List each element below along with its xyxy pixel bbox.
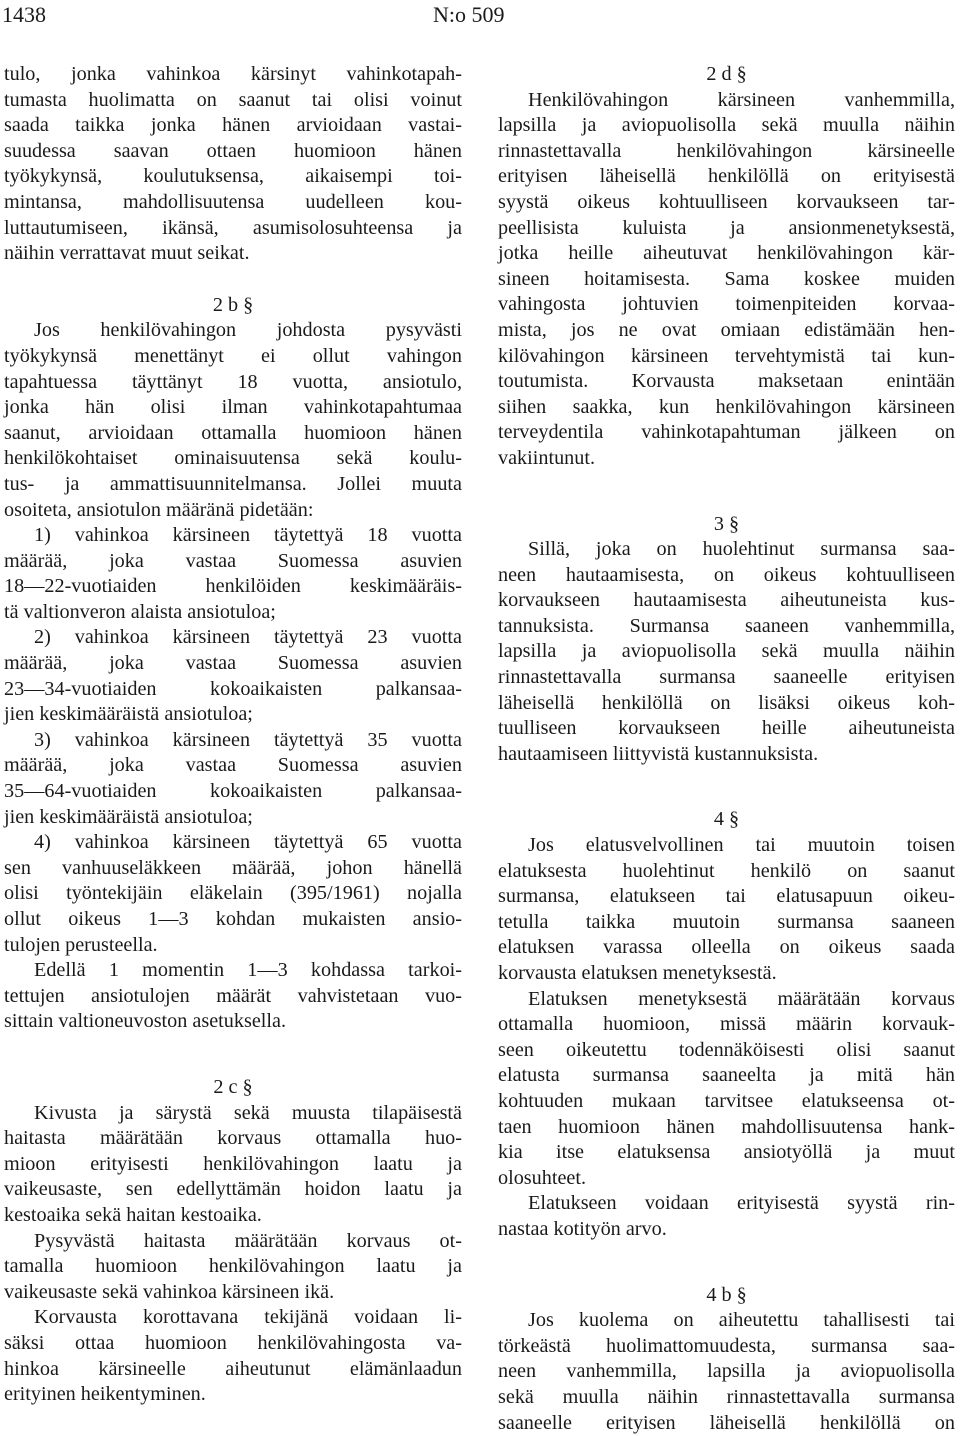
text-line: vakiintunut.: [498, 446, 955, 472]
right-column: [498, 62, 955, 1436]
text-line: lapsilla ja aviopuolisolla sekä muulla näihin: [498, 639, 955, 665]
text-line: Korvausta korottavana tekijänä voidaan li-: [4, 1305, 462, 1331]
text-line: sineen hoitamisesta. Sama koskee muiden: [498, 267, 955, 293]
text-line: tulojen perusteella.: [4, 933, 462, 959]
text-line: saanut, arvioidaan ottamalla huomioon hänen: [4, 421, 462, 447]
text-line: suudessa saavan ottaen huomioon hänen: [4, 139, 462, 165]
text-line: tä valtionveron alaista ansiotuloa;: [4, 600, 462, 626]
text-line: sittain valtioneuvoston asetuksella.: [4, 1009, 462, 1035]
text-line: taen huomioon hänen mahdollisuutensa hank-: [498, 1115, 955, 1141]
text-line: määrää, joka vastaa Suomessa asuvien: [4, 651, 462, 677]
text-line: kilövahingon kärsineen tervehtymistä tai kun-: [498, 344, 955, 370]
text-line: haitasta määrätään korvaus ottamalla huo-: [4, 1126, 462, 1152]
text-line: jotka heille aiheutuvat henkilövahingon kär-: [498, 241, 955, 267]
text-line: 18—22-vuotiaiden henkilöiden keskimääräis-: [4, 574, 462, 600]
text-line: ottamalla huomioon, missä määrin korvauk-: [498, 1012, 955, 1038]
text-line: työkykynsä, koulutuksensa, aikaisempi toi-: [4, 164, 462, 190]
text-line: toutumista. Korvausta maksetaan enintään: [498, 369, 955, 395]
text-line: surmansa, elatukseen tai elatusapuun oikeu-: [498, 884, 955, 910]
text-line: Elatukseen voidaan erityisestä syystä rin-: [498, 1191, 955, 1217]
text-line: tamalla huomioon henkilövahingon laatu ja: [4, 1254, 462, 1280]
text-line: osoiteta, ansiotulon määränä pidetään:: [4, 498, 462, 524]
text-line: tulo, jonka vahinkoa kärsinyt vahinkotapah-: [4, 62, 462, 88]
text-line: vahingosta johtuvien toimenpiteiden korvaa-: [498, 292, 955, 318]
section-heading-3: 3 §: [498, 512, 955, 538]
page-header: [0, 2, 960, 32]
text-line: korvausta elatuksen menetyksestä.: [498, 961, 955, 987]
text-line: elatusta surmansa saaneelta ja mitä hän: [498, 1063, 955, 1089]
text-line: tannuksista. Surmansa saaneen vanhemmilla,: [498, 614, 955, 640]
text-line: olisi työntekijäin eläkelain (395/1961) nojalla: [4, 881, 462, 907]
section-heading-2b: 2 b §: [4, 293, 462, 319]
section-2b-text: [4, 318, 462, 1035]
section-heading-4: 4 §: [498, 807, 955, 833]
section-heading-4b: 4 b §: [498, 1283, 955, 1309]
text-line: Pysyvästä haitasta määrätään korvaus ot-: [4, 1229, 462, 1255]
statute-number: N:o 509: [433, 2, 505, 28]
text-line: 1) vahinkoa kärsineen täytettyä 18 vuotta: [4, 523, 462, 549]
text-line: terveydentila vahinkotapahtuman jälkeen on: [498, 420, 955, 446]
text-line: Jos henkilövahingon johdosta pysyvästi: [4, 318, 462, 344]
text-line: erityinen heikentyminen.: [4, 1382, 462, 1408]
text-line: tapahtuessa täyttänyt 18 vuotta, ansiotulo,: [4, 370, 462, 396]
text-line: Elatuksen menetyksestä määrätään korvaus: [498, 987, 955, 1013]
text-line: rinnastettavalla surmansa saaneelle erityisen: [498, 665, 955, 691]
text-line: Kivusta ja särystä sekä muusta tilapäisestä: [4, 1101, 462, 1127]
text-line: työkykynsä menettänyt ei ollut vahingon: [4, 344, 462, 370]
section-4-text: [498, 833, 955, 1243]
text-line: kestoaika sekä haitan kestoaika.: [4, 1203, 462, 1229]
text-line: saaneelle erityisen läheisellä henkilöllä on: [498, 1411, 955, 1436]
text-line: 35—64-vuotiaiden kokoaikaisten palkansaa-: [4, 779, 462, 805]
text-line: säksi ottaa huomioon henkilövahingosta va-: [4, 1331, 462, 1357]
left-column: [4, 62, 462, 1408]
text-line: 3) vahinkoa kärsineen täytettyä 35 vuotta: [4, 728, 462, 754]
text-line: Edellä 1 momentin 1—3 kohdassa tarkoi-: [4, 958, 462, 984]
section-3-text: [498, 537, 955, 767]
text-line: Sillä, joka on huolehtinut surmansa saa-: [498, 537, 955, 563]
text-line: Jos elatusvelvollinen tai muutoin toisen: [498, 833, 955, 859]
text-line: mista, jos ne ovat omiaan edistämään hen-: [498, 318, 955, 344]
text-line: ollut oikeus 1—3 kohdan mukaisten ansio-: [4, 907, 462, 933]
text-line: Henkilövahingon kärsineen vanhemmilla,: [498, 88, 955, 114]
text-line: 23—34-vuotiaiden kokoaikaisten palkansaa-: [4, 677, 462, 703]
text-line: neen hautaamisesta, on oikeus kohtuulliseen: [498, 563, 955, 589]
text-line: lapsilla ja aviopuolisolla sekä muulla näihin: [498, 113, 955, 139]
text-line: elatuksen varassa olleella on oikeus saada: [498, 935, 955, 961]
text-line: tus- ja ammattisuunnitelmansa. Jollei muuta: [4, 472, 462, 498]
text-line: 2) vahinkoa kärsineen täytettyä 23 vuotta: [4, 625, 462, 651]
text-line: tettujen ansiotulojen määrät vahvistetaan vuo-: [4, 984, 462, 1010]
text-line: vaikeusaste, sen edellyttämän hoidon laatu ja: [4, 1177, 462, 1203]
text-line: vaikeusaste sekä vahinkoa kärsineen ikä.: [4, 1280, 462, 1306]
text-line: sen vanhuuseläkkeen määrää, johon hänellä: [4, 856, 462, 882]
text-line: tuulliseen korvaukseen heille aiheutuneista: [498, 716, 955, 742]
text-line: tumasta huolimatta on saanut tai olisi voinut: [4, 88, 462, 114]
text-line: läheisellä henkilöllä on lisäksi oikeus koh-: [498, 691, 955, 717]
text-line: määrää, joka vastaa Suomessa asuvien: [4, 549, 462, 575]
text-line: mintansa, mahdollisuutensa uudelleen kou-: [4, 190, 462, 216]
text-line: elatuksesta huolehtinut henkilö on saanut: [498, 859, 955, 885]
text-line: sekä muulla näihin rinnastettavalla surmansa: [498, 1385, 955, 1411]
text-line: korvaukseen hautaamisesta aiheutuneista kus-: [498, 588, 955, 614]
text-line: hinkoa kärsineelle aiheutunut elämänlaadun: [4, 1357, 462, 1383]
section-heading-2d: 2 d §: [498, 62, 955, 88]
text-line: määrää, joka vastaa Suomessa asuvien: [4, 753, 462, 779]
text-line: mioon erityisesti henkilövahingon laatu ja: [4, 1152, 462, 1178]
text-line: jonka hän olisi ilman vahinkotapahtumaa: [4, 395, 462, 421]
text-line: näihin verrattavat muut seikat.: [4, 241, 462, 267]
text-line: neen vanhemmilla, lapsilla ja aviopuolisolla: [498, 1359, 955, 1385]
text-line: luttautumiseen, ikänsä, asumisolosuhteensa ja: [4, 216, 462, 242]
text-line: tetulla taikka muutoin surmansa saaneen: [498, 910, 955, 936]
text-line: syystä oikeus kohtuulliseen korvaukseen tar-: [498, 190, 955, 216]
text-line: peellisista kuluista ja ansionmenetyksestä,: [498, 216, 955, 242]
section-4b-text: [498, 1308, 955, 1436]
text-line: jien keskimääräistä ansiotuloa;: [4, 702, 462, 728]
text-line: erityisen läheisellä henkilöllä on erityisestä: [498, 164, 955, 190]
text-line: Jos kuolema on aiheutettu tahallisesti tai: [498, 1308, 955, 1334]
text-line: jien keskimääräistä ansiotuloa;: [4, 805, 462, 831]
text-line: siihen saakka, kun henkilövahingon kärsineen: [498, 395, 955, 421]
text-line: nastaa kotityön arvo.: [498, 1217, 955, 1243]
section-2d-text: [498, 88, 955, 472]
section-2c-text: [4, 1101, 462, 1408]
text-line: rinnastettavalla henkilövahingon kärsineelle: [498, 139, 955, 165]
page-number: 1438: [2, 2, 46, 28]
intro-paragraph: [4, 62, 462, 267]
text-line: saada taikka jonka hänen arvioidaan vastai-: [4, 113, 462, 139]
section-heading-2c: 2 c §: [4, 1075, 462, 1101]
text-line: kohtuuden mukaan tarvitsee elatukseensa ot-: [498, 1089, 955, 1115]
text-line: 4) vahinkoa kärsineen täytettyä 65 vuotta: [4, 830, 462, 856]
text-line: seen oikeutettu todennäköisesti olisi saanut: [498, 1038, 955, 1064]
text-line: henkilökohtaiset ominaisuutensa sekä koulu-: [4, 446, 462, 472]
text-line: törkeästä huolimattomuudesta, surmansa saa-: [498, 1334, 955, 1360]
text-line: kia itse elatuksensa ansiotyöllä ja muut: [498, 1140, 955, 1166]
text-line: olosuhteet.: [498, 1166, 955, 1192]
text-line: hautaamiseen liittyvistä kustannuksista.: [498, 742, 955, 768]
